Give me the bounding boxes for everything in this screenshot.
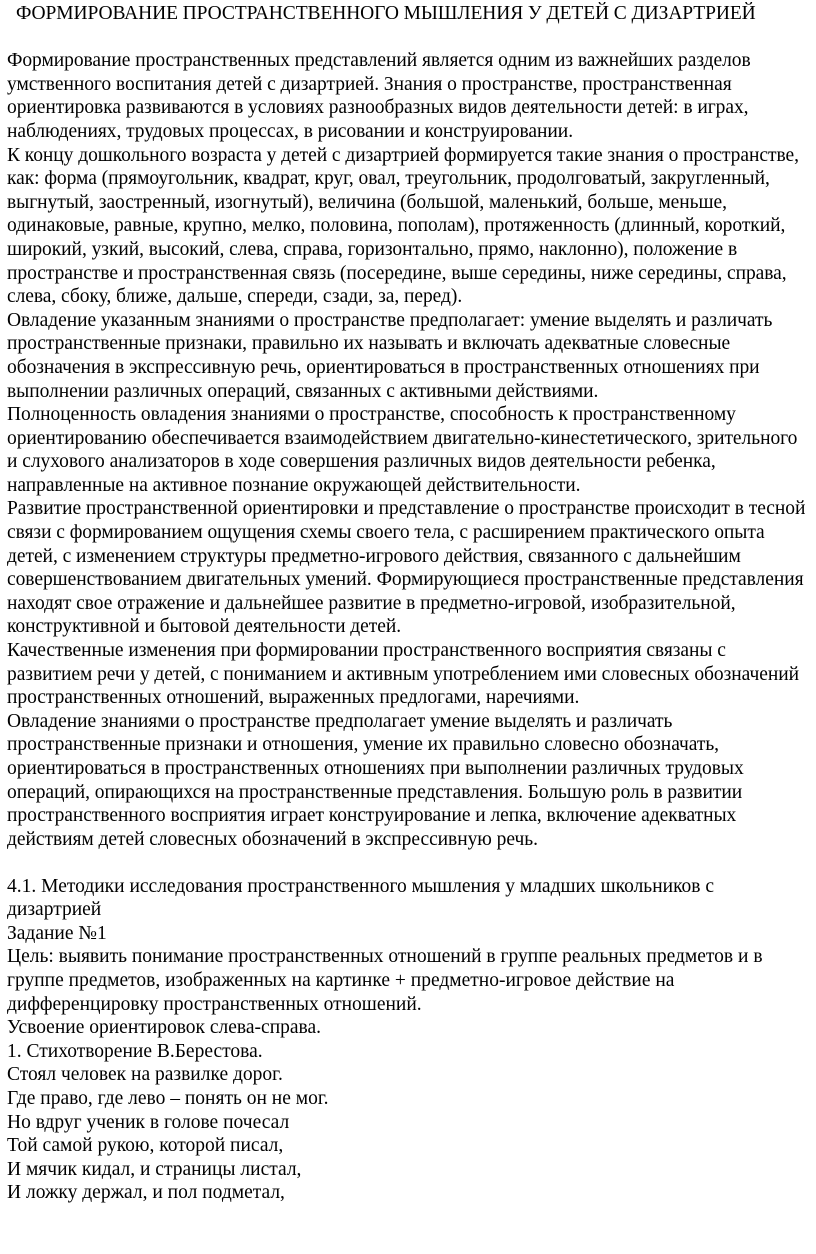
spacer: [7, 26, 810, 50]
paragraph: Овладение указанным знаниями о пространстве предполагает: умение выделять и различать пространственные признаки, правильно их называть и включать адекватные словесные обозначения в экспрессивную речь, ориентироваться в пространственных отношениях при выполнении различных операций, связанных с активными действиями.: [7, 309, 773, 402]
intro-section: [7, 49, 810, 851]
poem-line: И ложку держал, и пол подметал,: [7, 1182, 285, 1204]
poem-line: Той самой рукою, которой писал,: [7, 1135, 284, 1157]
poem-line: И мячик кидал, и страницы листал,: [7, 1158, 302, 1180]
poem-line: Но вдруг ученик в голове почесал: [7, 1111, 290, 1133]
paragraph: Формирование пространственных представлений является одним из важнейших разделов умственного воспитания детей с дизартрией. Знания о пространстве, пространственная ориентировка развиваются в условиях разнообразных видов деятельности детей: в играх, наблюдениях, трудовых процессах, в рисовании и конструировании.: [7, 50, 751, 142]
paragraph: Полноценность овладения знаниями о пространстве, способность к пространственному ориентированию обеспечивается взаимодействием двигательно-кинестетического, зрительного и слухового анализаторов в ходе совершения различных видов деятельности ребенка, направленные на активное познание окружающей действительности.: [7, 404, 798, 496]
paragraph: Развитие пространственной ориентировки и представление о пространстве происходит в тесной связи с формированием ощущения схемы своего тела, с расширением практического опыта детей, с изменением структуры предметно-игрового действия, связанного с дальнейшим совершенствованием двигательных умений. Формирующиеся пространственные представления находят свое отражение и дальнейшее развитие в предметно-игровой, изобразительной, конструктивной и бытовой деятельности детей.: [7, 498, 806, 638]
paragraph: Овладение знаниями о пространстве предполагает умение выделять и различать пространственные признаки и отношения, умение их правильно словесно обозначать, ориентироваться в пространственных отношениях при выполнении различных трудовых операций, опирающихся на пространственные представления. Большую роль в развитии пространственного восприятия играет конструирование и лепка, включение адекватных действиям детей словесных обозначений в экспрессивную речь.: [7, 710, 744, 850]
poem-line: Где право, где лево – понять он не мог.: [7, 1087, 329, 1109]
paragraph: К концу дошкольного возраста у детей с дизартрией формируется такие знания о пространстве, как: форма (прямоугольник, квадрат, круг, овал, треугольник, продолговатый, закругленный, выгнутый, заостренный, изогнутый), величина (большой, маленький, больше, меньше, одинаковые, равные, крупно, мелко, половина, пополам), протяженность (длинный, короткий, широкий, узкий, высокий, слева, справа, горизонтально, прямо, наклонно), положение в пространстве и пространственная связь (посередине, выше середины, ниже середины, справа, слева, сбоку, ближе, дальше, спереди, сзади, за, перед).: [7, 144, 799, 308]
poem: [7, 1063, 810, 1205]
paragraph: Качественные изменения при формировании пространственного восприятия связаны с развитием речи у детей, с пониманием и активным употреблением ими словесных обозначений пространственных отношений, выраженных предлогами, наречиями.: [7, 640, 799, 709]
spacer: [7, 851, 810, 874]
poem-heading: 1. Стихотворение В.Берестова.: [7, 1040, 263, 1062]
subtopic: Усвоение ориентировок слева-справа.: [7, 1017, 322, 1039]
section-heading: 4.1. Методики исследования пространственного мышления у младших школьников с дизартрией: [7, 875, 715, 921]
task-label: Задание №1: [7, 922, 107, 944]
task-goal: Цель: выявить понимание пространственных отношений в группе реальных предметов и в группе предметов, изображенных на картинке + предметно-игровое действие на дифференцировку пространственных отношений.: [7, 946, 763, 1015]
document-title: ФОРМИРОВАНИЕ ПРОСТРАНСТВЕННОГО МЫШЛЕНИЯ У ДЕТЕЙ С ДИЗАРТРИЕЙ: [16, 3, 756, 24]
poem-line: Стоял человек на развилке дорог.: [7, 1064, 283, 1086]
